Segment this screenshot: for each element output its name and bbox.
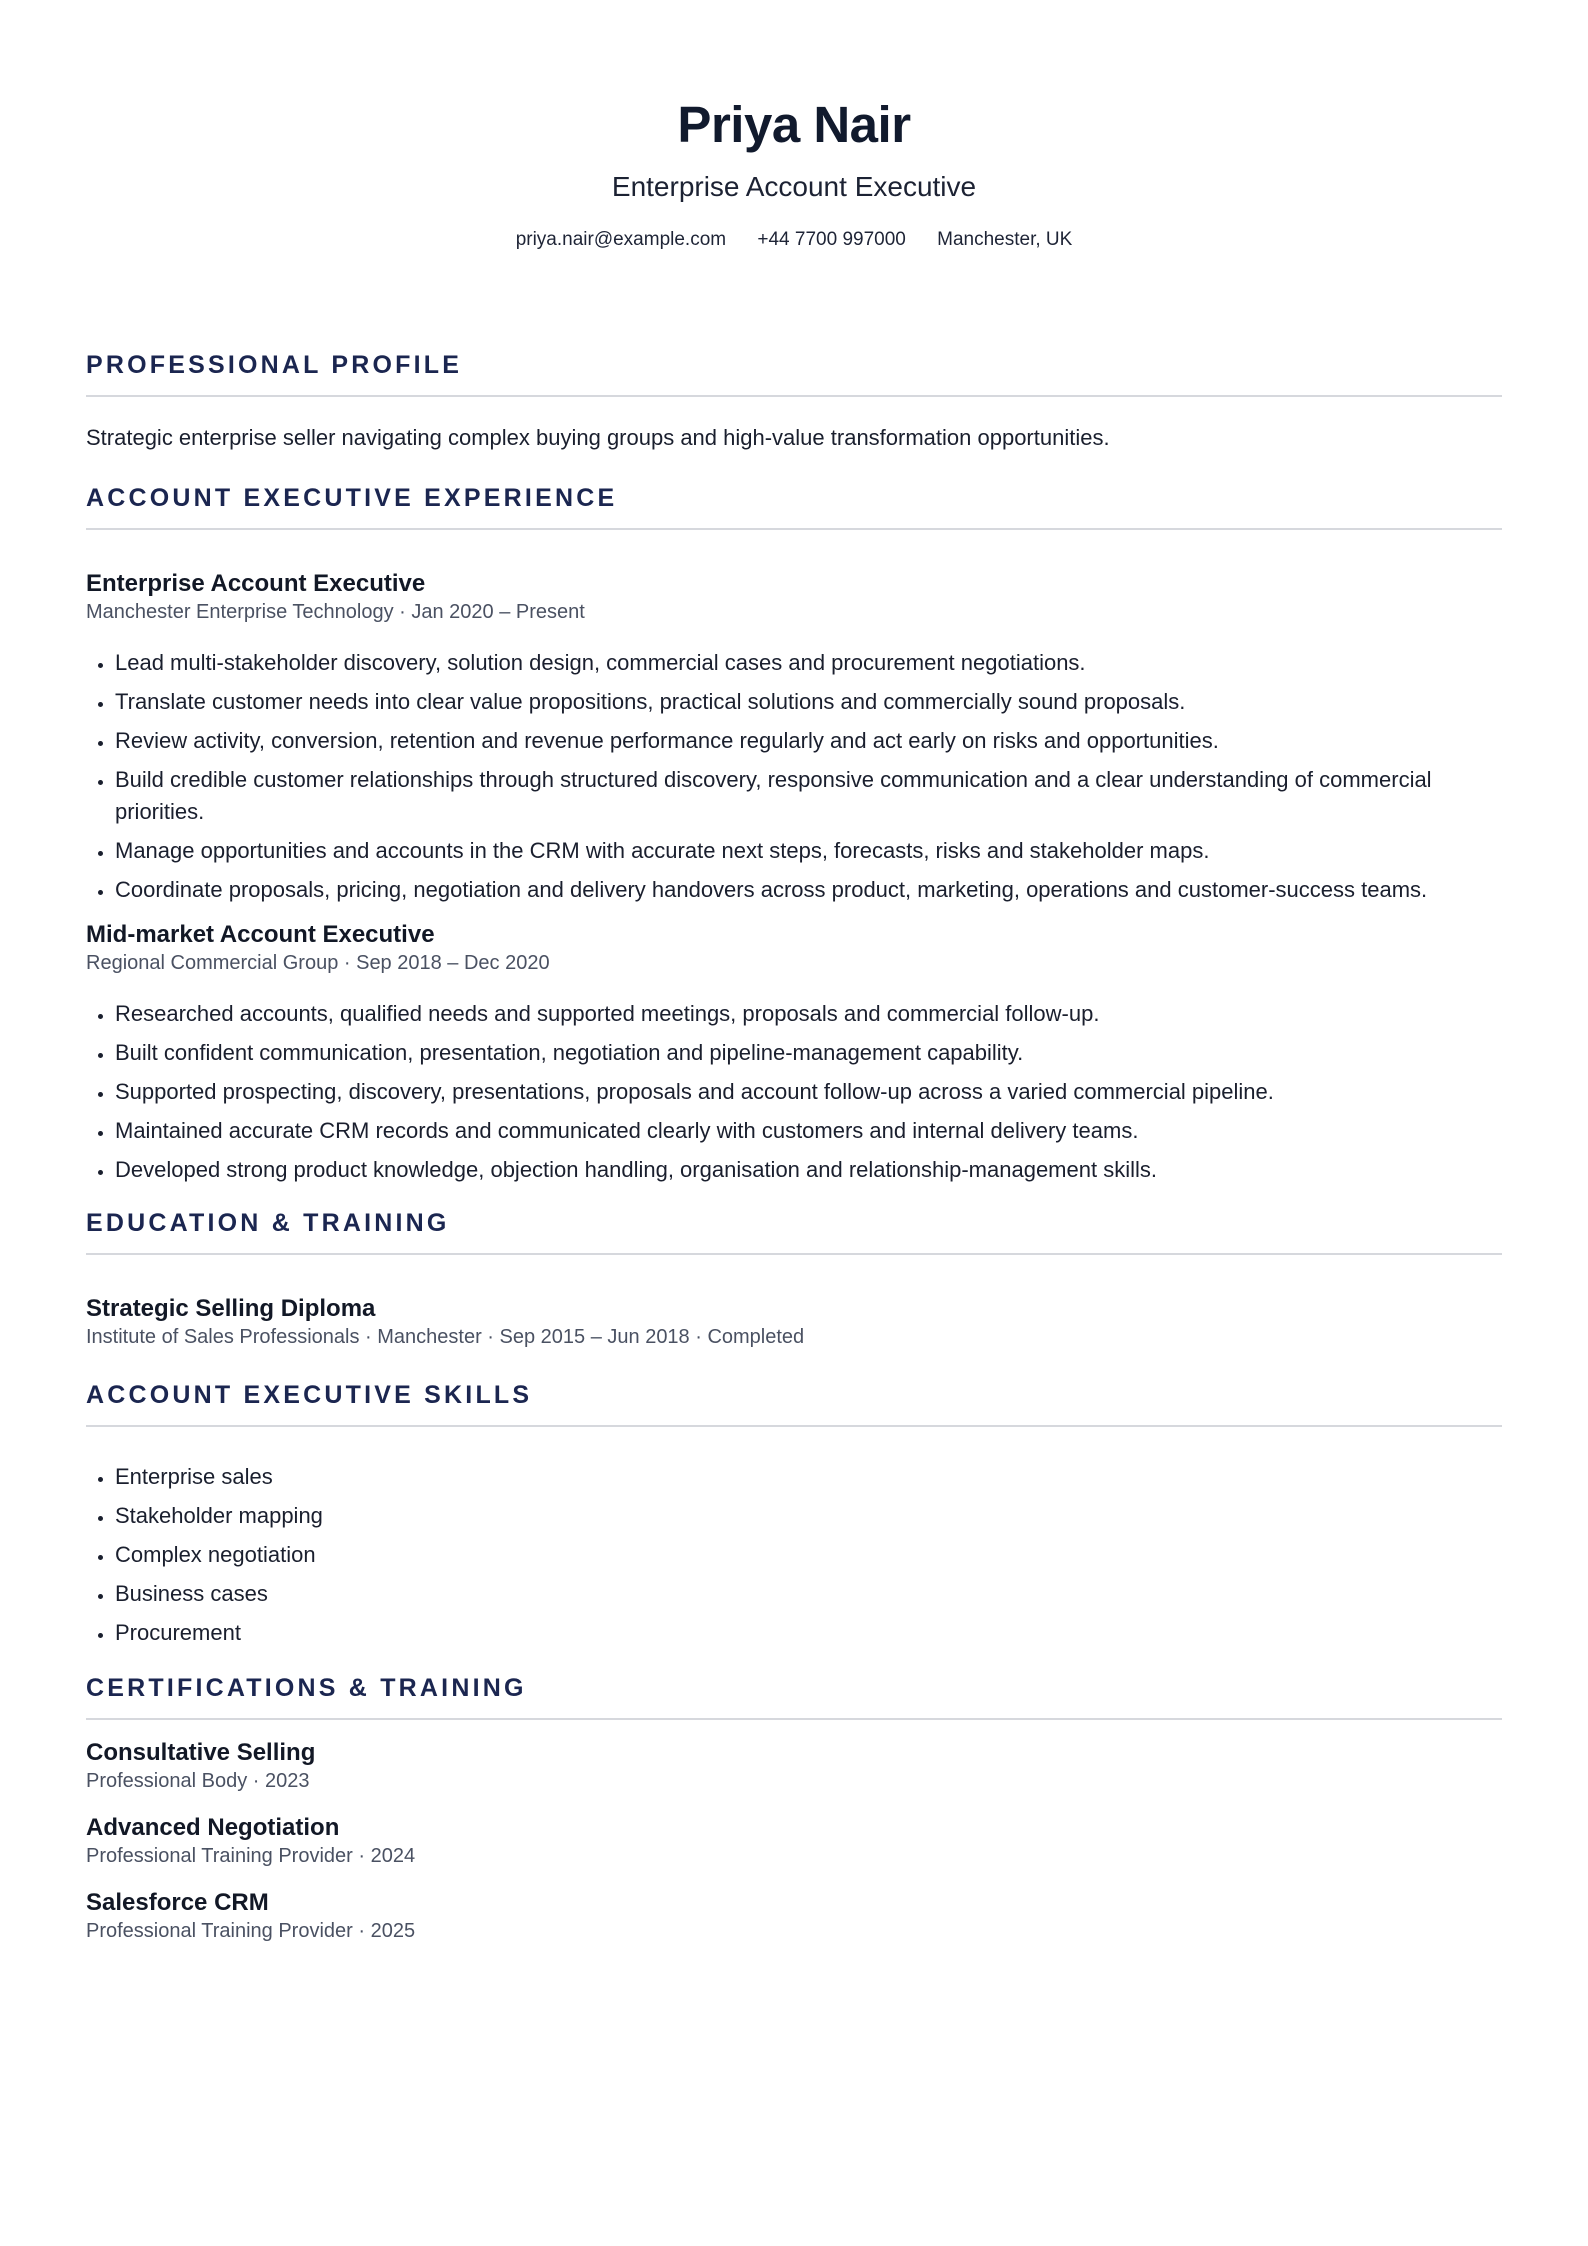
skill-item: • Business cases bbox=[115, 1578, 1502, 1610]
job-bullet: • Translate customer needs into clear value propositions, practical solutions and commercially sound proposals. bbox=[115, 686, 1502, 718]
skills-heading: ACCOUNT EXECUTIVE SKILLS bbox=[86, 1380, 1502, 1427]
job-bullet: • Coordinate proposals, pricing, negotiation and delivery handovers across product, marketing, operations and customer-success teams. bbox=[115, 874, 1502, 906]
job-bullet: • Researched accounts, qualified needs and supported meetings, proposals and commercial follow-up. bbox=[115, 998, 1502, 1030]
certifications-heading: CERTIFICATIONS & TRAINING bbox=[86, 1673, 1502, 1720]
skills-list bbox=[86, 1461, 1502, 1649]
job-bullet: • Build credible customer relationships through structured discovery, responsive communication and a clear understanding of commercial priorities. bbox=[115, 764, 1502, 828]
contact-line bbox=[86, 228, 1502, 252]
job-title: Enterprise Account Executive bbox=[86, 570, 426, 597]
profile-text: Strategic enterprise seller navigating complex buying groups and high-value transformation opportunities. bbox=[86, 425, 1110, 450]
education-entry bbox=[86, 1294, 1502, 1350]
certification-title: Consultative Selling bbox=[86, 1739, 316, 1766]
job-bullet: • Supported prospecting, discovery, presentations, proposals and account follow-up across a varied commercial pipeline. bbox=[115, 1076, 1502, 1108]
job-meta: Manchester Enterprise Technology · Jan 2020 – Present bbox=[86, 601, 585, 623]
job-title: Mid-market Account Executive bbox=[86, 921, 435, 948]
job-bullet: • Maintained accurate CRM records and communicated clearly with customers and internal delivery teams. bbox=[115, 1115, 1502, 1147]
job-bullets bbox=[86, 647, 1502, 906]
profile-section bbox=[86, 350, 1502, 453]
skill-item: • Complex negotiation bbox=[115, 1539, 1502, 1571]
job-bullet: • Built confident communication, presentation, negotiation and pipeline-management capability. bbox=[115, 1037, 1502, 1069]
job-bullet: • Developed strong product knowledge, objection handling, organisation and relationship-management skills. bbox=[115, 1154, 1502, 1186]
skill-item: • Procurement bbox=[115, 1617, 1502, 1649]
experience-section bbox=[86, 483, 1502, 1186]
profile-heading: PROFESSIONAL PROFILE bbox=[86, 350, 1502, 397]
job-bullet: • Lead multi-stakeholder discovery, solution design, commercial cases and procurement negotiations. bbox=[115, 647, 1502, 679]
experience-heading: ACCOUNT EXECUTIVE EXPERIENCE bbox=[86, 483, 1502, 530]
education-meta: Institute of Sales Professionals · Manchester · Sep 2015 – Jun 2018 · Completed bbox=[86, 1326, 805, 1348]
certification-meta: Professional Training Provider · 2025 bbox=[86, 1920, 416, 1942]
certifications-section bbox=[86, 1673, 1502, 1944]
resume-header bbox=[86, 0, 1502, 252]
certification-meta: Professional Body · 2023 bbox=[86, 1770, 310, 1792]
job-bullet: • Review activity, conversion, retention and revenue performance regularly and act early on risks and opportunities. bbox=[115, 725, 1502, 757]
contact-phone[interactable]: +44 7700 997000 bbox=[757, 229, 906, 250]
candidate-title: Enterprise Account Executive bbox=[611, 171, 977, 202]
job-entry bbox=[86, 569, 1502, 906]
contact-email[interactable]: priya.nair@example.com bbox=[515, 229, 727, 250]
job-bullet: • Manage opportunities and accounts in the CRM with accurate next steps, forecasts, risks and stakeholder maps. bbox=[115, 835, 1502, 867]
skill-item: • Stakeholder mapping bbox=[115, 1500, 1502, 1532]
certification-entry bbox=[86, 1888, 1502, 1944]
certification-meta: Professional Training Provider · 2024 bbox=[86, 1845, 416, 1867]
education-heading: EDUCATION & TRAINING bbox=[86, 1208, 1502, 1255]
education-section bbox=[86, 1208, 1502, 1350]
contact-location: Manchester, UK bbox=[937, 229, 1073, 250]
skill-item: • Enterprise sales bbox=[115, 1461, 1502, 1493]
skills-section bbox=[86, 1380, 1502, 1649]
education-title: Strategic Selling Diploma bbox=[86, 1295, 376, 1322]
certification-title: Advanced Negotiation bbox=[86, 1814, 340, 1841]
job-entry bbox=[86, 920, 1502, 1186]
certification-entry bbox=[86, 1813, 1502, 1869]
certification-entry bbox=[86, 1738, 1502, 1794]
job-bullets bbox=[86, 998, 1502, 1186]
candidate-name: Priya Nair bbox=[677, 96, 911, 153]
job-meta: Regional Commercial Group · Sep 2018 – Dec 2020 bbox=[86, 952, 550, 974]
certification-title: Salesforce CRM bbox=[86, 1889, 269, 1916]
